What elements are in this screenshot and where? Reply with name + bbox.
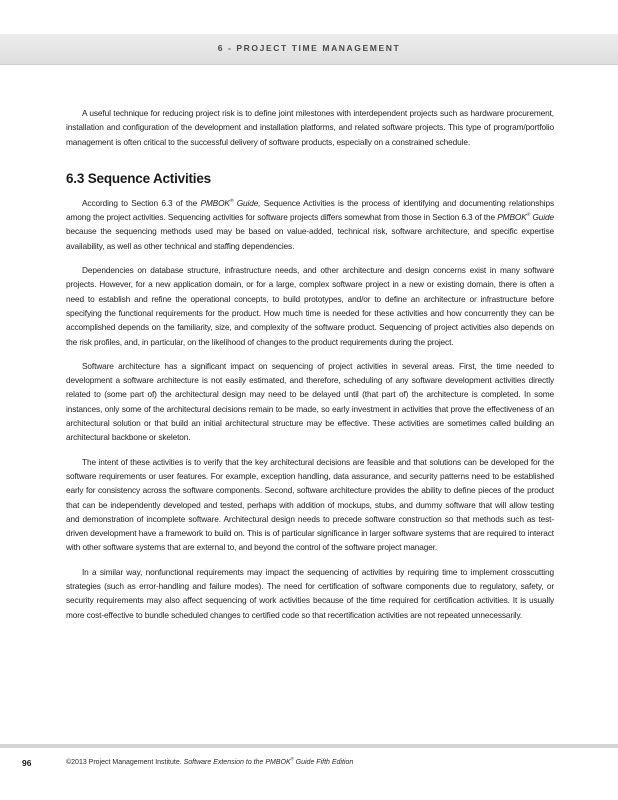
paragraph-5: In a similar way, nonfunctional requirements may impact the sequencing of activities by requiring time to implement crosscutting strategies (such as error-handling and failure modes). The need for certification of software components due to regulatory, safety, or security requirements may also affect sequencing of work activities because of the time required for certification activities. It is usually more cost-effective to bundle scheduled changes to certified code so that recertification activities are not repeated unnecessarily. [66, 566, 554, 620]
intro-paragraph: A useful technique for reducing project risk is to define joint milestones with interdependent projects such as hardware procurement, installation and configuration of the development and installation platforms, and related software projects. This type of program/portfolio management is often critical to the successful delivery of software products, especially on a constrained schedule. [66, 108, 554, 147]
chapter-header: 6 - PROJECT TIME MANAGEMENT [217, 43, 401, 53]
paragraph-4: The intent of these activities is to verify that the key architectural decisions are feasible and that solutions can be developed for the software requirements or user features. For example, exception handling, data assurance, and security patterns need to be established early for consistency across the software components. Second, software architecture provides the ability to define pieces of the product that can be independently developed and tested, perhaps with addition of mockups, stubs, and dummy software that will allow testing and demonstration of incomplete software. Architectural design needs to precede software construction so that methods such as test-driven development have a framework to build on. This is of particular significance in larger software systems that are required to interact with other software systems that are external to, and beyond the control of the software project manager. [66, 456, 554, 553]
copyright-line: ©2013 Project Management Institute. Software Extension to the PMBOK® Guide Fifth Edition [66, 756, 354, 766]
paragraph-3: Software architecture has a significant impact on sequencing of project activities in several areas. First, the time needed to development a software architecture is not easily estimated, and therefore, scheduling of any software development activities directly related to (some part of) the architectural design may need to be delayed until (that part of) the architecture is completed. In some instances, only some of the architectural decisions remain to be made, so early investment in activities that prove the effectiveness of an architectural solution or that build an initial architectural structure may be effective. These activities are sometimes called building an architectural backbone or skeleton. [66, 360, 554, 443]
paragraph-1: According to Section 6.3 of the PMBOK® Guide, Sequence Activities is the process of identifying and documenting relationships among the project activities. Sequencing activities for software projects differs somewhat from those in Section 6.3 of the PMBOK® Guide because the sequencing methods used may be based on value-added, technical risk, software architecture, and specific expertise availability, as well as other technical and staffing dependencies. [66, 197, 554, 251]
section-heading: 6.3 Sequence Activities [66, 170, 211, 186]
footer-rule [0, 744, 618, 748]
paragraph-2: Dependencies on database structure, infrastructure needs, and other architecture and design concerns exist in many software projects. However, for a new application domain, or for a large, complex software project in a new or existing domain, there is often a need to establish and refine the operational concepts, to build prototypes, and/or to define an architecture or infrastructure before specifying the functional requirements for the product. How much time is needed for these activities and how concurrently they can be accomplished depends on the familiarity, size, and complexity of the software product. Sequencing of project activities also depends on the risk profiles, and, in particular, on the likelihood of changes to the product requirements during the project. [66, 265, 554, 347]
page-body [66, 106, 554, 632]
page-number: 96 [22, 758, 32, 768]
